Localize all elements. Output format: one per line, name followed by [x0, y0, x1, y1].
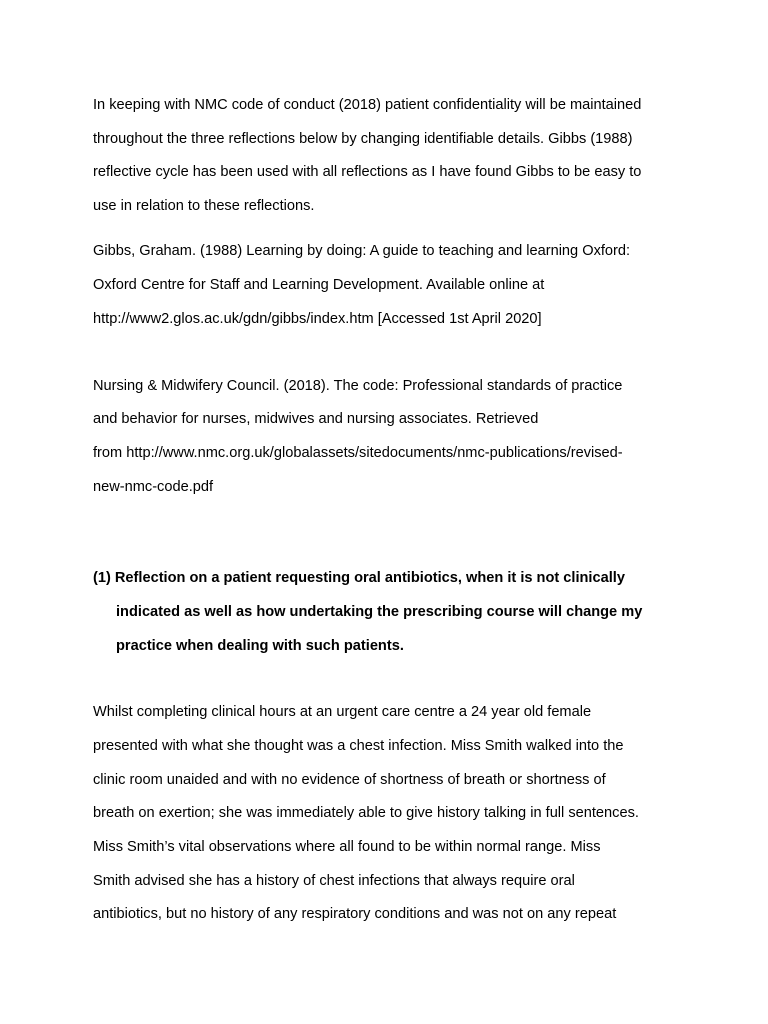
body-line: breath on exertion; she was immediately able to give history talking in full sentences. [93, 805, 639, 821]
body-line: Smith advised she has a history of chest infections that always require oral [93, 873, 575, 889]
body-line: clinic room unaided and with no evidence of shortness of breath or shortness of [93, 772, 606, 788]
section-heading-line: practice when dealing with such patients. [116, 638, 404, 654]
intro-line: throughout the three reflections below by changing identifiable details. Gibbs (1988) [93, 131, 633, 147]
reference-nmc-line: new-nmc-code.pdf [93, 479, 214, 495]
intro-line: reflective cycle has been used with all reflections as I have found Gibbs to be easy to [93, 164, 642, 180]
reference-nmc-line: and behavior for nurses, midwives and nursing associates. Retrieved [93, 411, 539, 427]
reference-nmc-line: Nursing & Midwifery Council. (2018). The code: Professional standards of practice [93, 378, 623, 394]
reference-nmc-line: from http://www.nmc.org.uk/globalassets/sitedocuments/nmc-publications/revised- [93, 445, 623, 461]
body-line: antibiotics, but no history of any respiratory conditions and was not on any repeat [93, 906, 617, 922]
reference-gibbs-line: http://www2.glos.ac.uk/gdn/gibbs/index.htm [Accessed 1st April 2020] [93, 311, 542, 327]
body-line: Miss Smith’s vital observations where all found to be within normal range. Miss [93, 839, 601, 855]
reference-gibbs-line: Oxford Centre for Staff and Learning Development. Available online at [93, 277, 545, 293]
body-line: presented with what she thought was a chest infection. Miss Smith walked into the [93, 738, 624, 754]
intro-line: In keeping with NMC code of conduct (2018) patient confidentiality will be maintained [93, 97, 642, 113]
intro-line: use in relation to these reflections. [93, 198, 315, 214]
body-line: Whilst completing clinical hours at an urgent care centre a 24 year old female [93, 704, 592, 720]
section-heading-line: indicated as well as how undertaking the prescribing course will change my [116, 604, 643, 620]
section-heading-line: (1) Reflection on a patient requesting oral antibiotics, when it is not clinically [93, 570, 625, 586]
reference-gibbs-line: Gibbs, Graham. (1988) Learning by doing: A guide to teaching and learning Oxford: [93, 243, 631, 259]
